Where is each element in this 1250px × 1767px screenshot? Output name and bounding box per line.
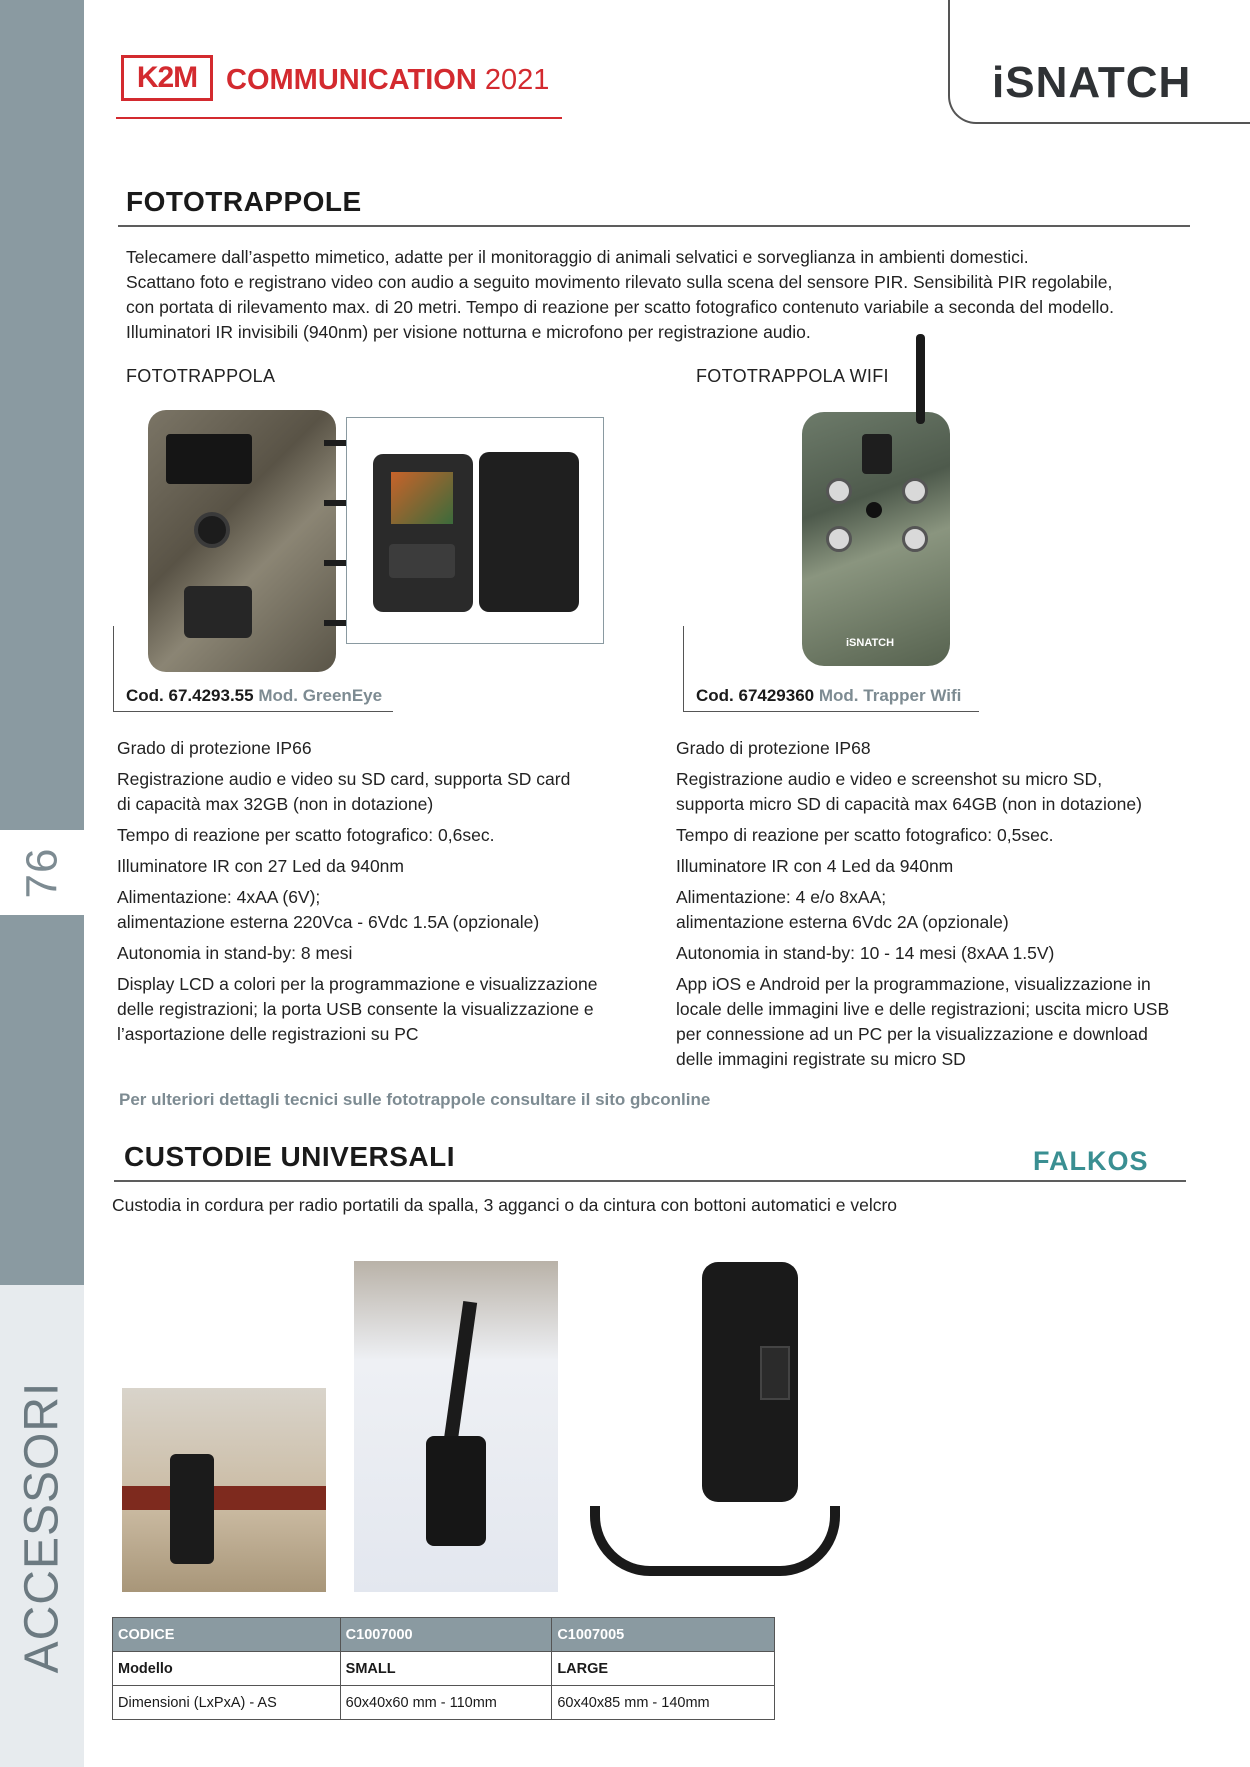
table-cell: SMALL [340,1652,552,1686]
details-note: Per ulteriori dettagli tecnici sulle fototrappole consultare il sito gbconline [119,1090,711,1109]
table-cell: 60x40x85 mm - 140mm [552,1686,775,1720]
spec-item: Autonomia in stand-by: 8 mesi [117,943,353,963]
specs-left [117,736,657,1053]
spec-item: Illuminatore IR con 4 Led da 940nm [676,856,954,876]
greeneye-open-image [346,417,604,644]
device-logo: iSNATCH [846,637,895,649]
spec-item: Alimentazione: 4xAA (6V); alimentazione esterna 220Vca - 6Vdc 1.5A (opzionale) [117,887,540,932]
product-label-right: FOTOTRAPPOLA WIFI [696,366,889,386]
table-row [113,1686,775,1720]
belt-pouch-photo [122,1388,326,1592]
section-title-fototrappole: FOTOTRAPPOLE [126,186,362,217]
isnatch-logo: iSNATCH [992,58,1192,107]
custodie-spec-table [112,1617,775,1720]
spec-item: Tempo di reazione per scatto fotografico: 0,5sec. [676,825,1054,845]
falkos-logo: FALKOS [1033,1146,1149,1176]
table-cell: C1007005 [552,1618,775,1652]
table-cell: LARGE [552,1652,775,1686]
spec-item: Display LCD a colori per la programmazione e visualizzazione delle registrazioni; la porta USB consente la visualizzazione e l’asportazione delle registrazioni su PC [117,974,598,1044]
spec-item: Illuminatore IR con 27 Led da 940nm [117,856,404,876]
header-rule [116,117,562,119]
table-row [113,1652,775,1686]
custodie-description: Custodia in cordura per radio portatili da spalla, 3 agganci o da cintura con bottoni automatici e velcro [112,1195,898,1215]
table-cell: Modello [113,1652,341,1686]
section-rule [118,225,1190,227]
shoulder-pouch-photo [354,1261,558,1592]
communication-text: COMMUNICATION [226,64,477,96]
section-title-custodie: CUSTODIE UNIVERSALI [124,1141,456,1172]
spec-item: Grado di protezione IP68 [676,738,871,758]
product-code-right: Cod. 67429360 Mod. Trapper Wifi [696,686,962,705]
spec-item: Alimentazione: 4 e/o 8xAA; alimentazione esterna 6Vdc 2A (opzionale) [676,887,1009,932]
table-cell: 60x40x60 mm - 110mm [340,1686,552,1720]
product-code-left: Cod. 67.4293.55 Mod. GreenEye [126,686,383,705]
table-cell: CODICE [113,1618,341,1652]
spec-item: Autonomia in stand-by: 10 - 14 mesi (8xAA 1.5V) [676,943,1055,963]
spec-item: Registrazione audio e video su SD card, supporta SD card di capacità max 32GB (non in dotazione) [117,769,571,814]
specs-right [676,736,1216,1078]
table-cell: C1007000 [340,1618,552,1652]
year-text: 2021 [484,64,550,96]
section-label: ACCESSORI [15,1381,69,1674]
spec-item: App iOS e Android per la programmazione, visualizzazione in locale delle immagini live e delle registrazioni; uscita micro USB per connessione ad un PC per la visualizzazione e download delle immagini registrate su micro SD [676,974,1170,1069]
spec-item: Grado di protezione IP66 [117,738,312,758]
table-row [113,1618,775,1652]
spec-item: Registrazione audio e video e screenshot su micro SD, supporta micro SD di capacità max 64GB (non in dotazione) [676,769,1142,814]
spec-item: Tempo di reazione per scatto fotografico: 0,6sec. [117,825,495,845]
pouch-product-photo [690,1256,820,1596]
section-rule [114,1180,1186,1182]
page-number: 76 [16,847,66,898]
intro-paragraph: Telecamere dall’aspetto mimetico, adatte per il monitoraggio di animali selvatici e sorveglianza in ambienti domestici. Scattano foto e registrano video con audio a seguito movimento rilevato sulla scena del sensore PIR. Sensibilità PIR regolabile, con portata di rilevamento max. di 20 metri. Tempo di reazione per scatto fotografico contenuto variabile a seconda del modello. Illuminatori IR invisibili (940nm) per visione notturna e microfono per registrazione audio. [126,247,1115,342]
side-band-top [0,0,84,830]
product-label-left: FOTOTRAPPOLA [126,366,276,386]
header-title [226,64,549,97]
k2m-logo: K2M [121,55,213,101]
side-band-middle [0,915,84,1285]
table-cell: Dimensioni (LxPxA) - AS [113,1686,341,1720]
